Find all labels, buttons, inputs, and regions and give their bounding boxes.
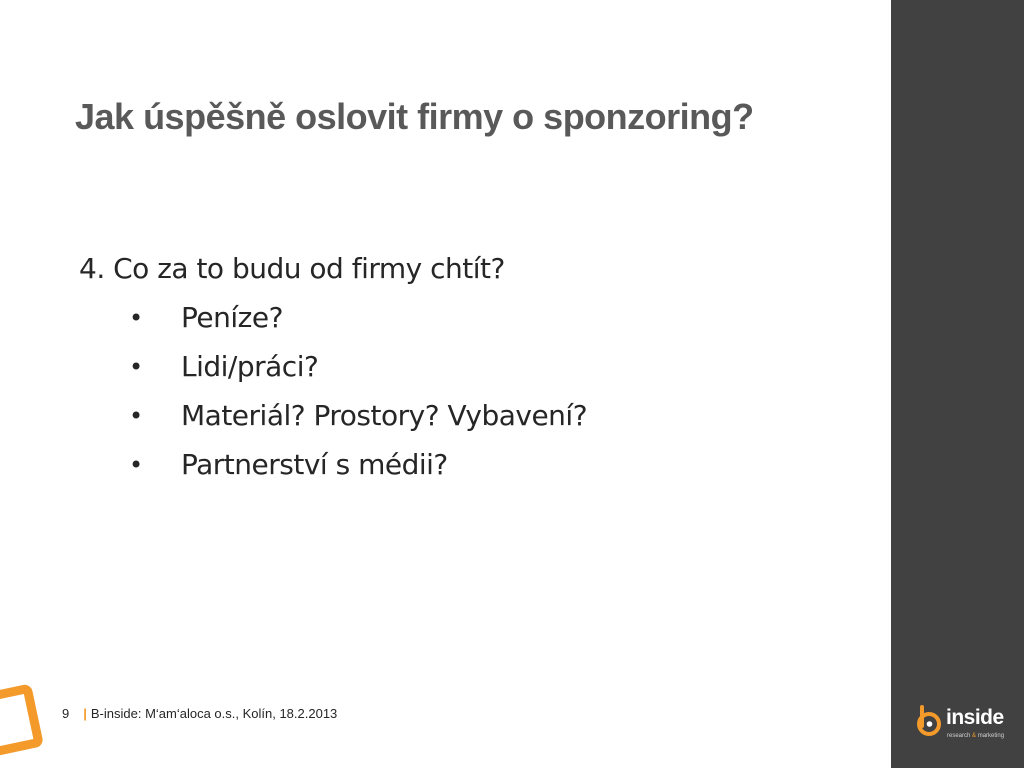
bullet-icon: • [129, 451, 143, 479]
right-sidebar [891, 0, 1024, 768]
tagline-amp: & [972, 733, 977, 739]
bullet-text: Partnerství s médii? [181, 448, 448, 481]
page-number: 9 [62, 706, 70, 721]
tagline-word: research [947, 733, 971, 739]
bullet-text: Materiál? Prostory? Vybavení? [181, 399, 588, 432]
logo-wordmark: inside [946, 706, 1004, 729]
question-heading: 4. Co za to budu od firmy chtít? [79, 252, 505, 285]
bullet-list [79, 297, 587, 493]
slide-content [79, 248, 587, 493]
b-inside-logo-icon [914, 704, 944, 738]
orange-decoration-icon [0, 683, 44, 756]
bullet-icon: • [129, 304, 143, 332]
slide-title: Jak úspěšně oslovit firmy o sponzoring? [75, 96, 754, 137]
bullet-item [79, 346, 587, 395]
logo-tagline [947, 733, 1004, 739]
bullet-icon: • [129, 402, 143, 430]
company-logo [914, 704, 1014, 748]
bullet-item [79, 395, 587, 444]
slide-footer [62, 706, 337, 721]
footer-text: B-inside: M‘am‘aloca o.s., Kolín, 18.2.2013 [90, 706, 338, 721]
footer-separator: | [83, 706, 87, 721]
tagline-word: marketing [977, 733, 1005, 739]
bullet-text: Lidi/práci? [181, 350, 319, 383]
bullet-text: Peníze? [181, 301, 283, 334]
bullet-icon: • [129, 353, 143, 381]
bullet-item [79, 297, 587, 346]
bullet-item [79, 444, 587, 493]
